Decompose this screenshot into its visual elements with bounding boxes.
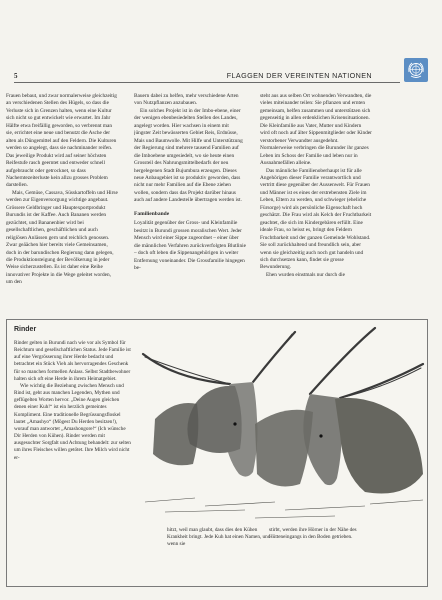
paragraph: steht aus aus selben Ort wohnenden Verwandten, die vieles miteinander teilen: Sie pflanzen und ernten gemeinsam, helfen zusammen und unterstützen sich gegenseitig in allen erdenklichen Krisensituationen. Die Kleinfamilie aus Vater, Mutter und Kindern wird oft noch auf älter Sippenmitglieder oder Kinder verstorbener Verwandter ausgedehnt. Normalerweise verbringen die Burunder ihr ganzes Leben im Schoss der Familie und leben nur in Ausnahmefällen alleine. (260, 93, 372, 167)
paragraph: Loyalität gegenüber der Gross- und Kleinfamilie besitzt in Burundi grossen moralischen Wert. Jeder Mensch wird einer Sippe zugeordnet – einer über die männlichen Verfahren zurückverfolgten Blutlinie – doch oft leben die Sippenangehörigen in weiter Entfernung voneinander. Die Grossfamilie hingegen be- (134, 220, 246, 271)
paragraph: Mais, Gemüse, Cassava, Süsskartoffeln und Hirse werden zur Eigenversorgung wichtige angebaut. Grössere Geldbringer und Hauptexportprodukt Burundis ist der Kaffee. Auch Bananen werden gezüchtet, und Bananenbier wird bei gesellschaftlichen, geschäftlichen und auch religiösen Anlässen gern und reichlich genossen. Zwar geäächen hier bereits viele Gemeinsamen, doch in der barundischen Regierung dann gelegen, die Produktionsteigung der Bevölkerung in jeder Weise sicherzustellen. Es ist daher eine Reihe innovativer Projekte in die Wege geleitet worden, um den (6, 189, 118, 286)
section-heading: Familienbande (134, 210, 170, 217)
box-text-column (14, 340, 132, 580)
paragraph: Rinder gelten in Burundi nach wie vor als Symbol für Reichtum und gesellschaftlichen Status. Jede Familie ist auf eine Vergrösserung ihrer Herde bedacht und betrachtet ein Stück Vieh als hervorragendes Geschenk für so manchen formellen Anlass. Selbst Stadtbewohner halten sich oft eine Herde in ihrem Heimatgebiet. (14, 340, 131, 382)
text-column-1 (6, 93, 118, 323)
text-column-2 (134, 93, 246, 323)
paragraph: Ehen wurden einstmals nur durch die (266, 271, 345, 278)
running-title: FLAGGEN DER VEREINTEN NATIONEN (226, 71, 372, 80)
page-number: 5 (14, 72, 18, 80)
un-emblem-icon (404, 58, 428, 82)
paragraph: Wie wichtig die Beziehung zwischen Mensch und Rind ist, geht aus manchen Legenden, Mythen und geflügelten Worten hervor. „Deine Augen gleichen denen einer Kuh!“ ist ein herzlich gemeintes Kompliment. Eine traditionelle Begrüssungsfloskel lautet „Amashyo“ (Mögest Du Herden besitzen!), worauf man antwortet „Amashongore!“ (Ich wünsche Dir Herden von Kühen). Rinder werden mit ausgesuchter Sorgfalt und Achtung behandelt: zur selten um ihres Fleisches willen getötet. Ihre Milch wird nicht er- (14, 382, 131, 461)
paragraph: Frauen bebaut, und zwar normalerweise gleichzeitig an verschiedenen Stellen des Hügels, so dass die Verluste sich in Grenzen halten, wenn eine Kultur sich nicht so gut entwickelt wie erwartet. Im Jahr Hälfte etwa freifällig geworden, so verbrennt man sie, errichtet eine neue und benutzt die Asche der alten als Düngemittel auf den Feldern. Die Kulturen werden so angelegt, dass sie nachminander reifen. Das jeweilige Produkt wird auf seiner höchsten Reifestufe rasch geerntet und entweder schnell aufgebraucht oder getrocknet, so dass Nacherntezeiterluste kein allzu grosses Problem darstellen. (6, 93, 117, 189)
paragraph: Bauern dabei zu helfen, mehr verschiedene Arten von Nutzpflanzen anzubauen. (134, 93, 239, 107)
page-header (14, 58, 400, 88)
text-column-3 (260, 93, 372, 323)
box-bottom-text-2: stirbt, werden ihre Hörner in der Nähe des Hütteneingangs in den Boden getrieben. (269, 527, 357, 541)
paragraph: Das männliche Familienoberhaupt ist für alle Angehörigen dieser Familie verantwortlich und vertritt diese gegenüber der Aussenwelt. Für Frauen und Männer ist es eines der erstrebensten Ziele im Leben, Eltern zu werden, und schwieger (eheliche Fürsorge) wird als persönliche Eigenschaft hoch geschätzt. Die Frau wird als Kelch der Fruchtbarkeit geachtet, die sich im Kindergebären erfüllt. Eine ideale Frau, so heisst es, bringt den Feldern Fruchtbarkeit und der ganzen Gemeinde Wohlstand. Sie soll zurückhaltend und freundlich sein, aber wenn sie gleichzeitig auch noch gut handeln und sich durchsetzen kann, findet sie grosse Bewunderung. (260, 167, 372, 271)
cattle-illustration (135, 324, 425, 524)
header-rule (14, 82, 400, 83)
box-title: Rinder (14, 326, 37, 333)
box-bottom-text-1: hitzt, weil man glaubt, dass dies den Kühen Krankheit bringt. Jede Kuh hat einen Namen, und wenn sie (167, 527, 271, 548)
paragraph: Ein solches Projekt ist in der Imbo-ebene, einer der wenigen ebenbesiedelten Stellen des Landes, angelegt worden. Hier wachsen in einem mit jüngster Zeit bewässerten Gebiet Reis, Erdnüsse, Mais und Baumwolle. Mit Hilfe und Unterstützung der Regierung sind mehrere tausend Familien auf die Imboebene umgesiedelt, wo sie heute einen Grossteil des Nahrungsmittelbedarfs der neu hergelegenen Stadt Bujumbura erzeugen. Dieses neue Anbaugebiet ist so produktiv geworden, dass nicht nur mehr Familien auf die Ebene ziehen wollen, sondern dass das Projekt darüber hinaus auch auf andere Landesteile übertragen werden ist. (134, 107, 243, 204)
sidebar-box (6, 319, 428, 587)
